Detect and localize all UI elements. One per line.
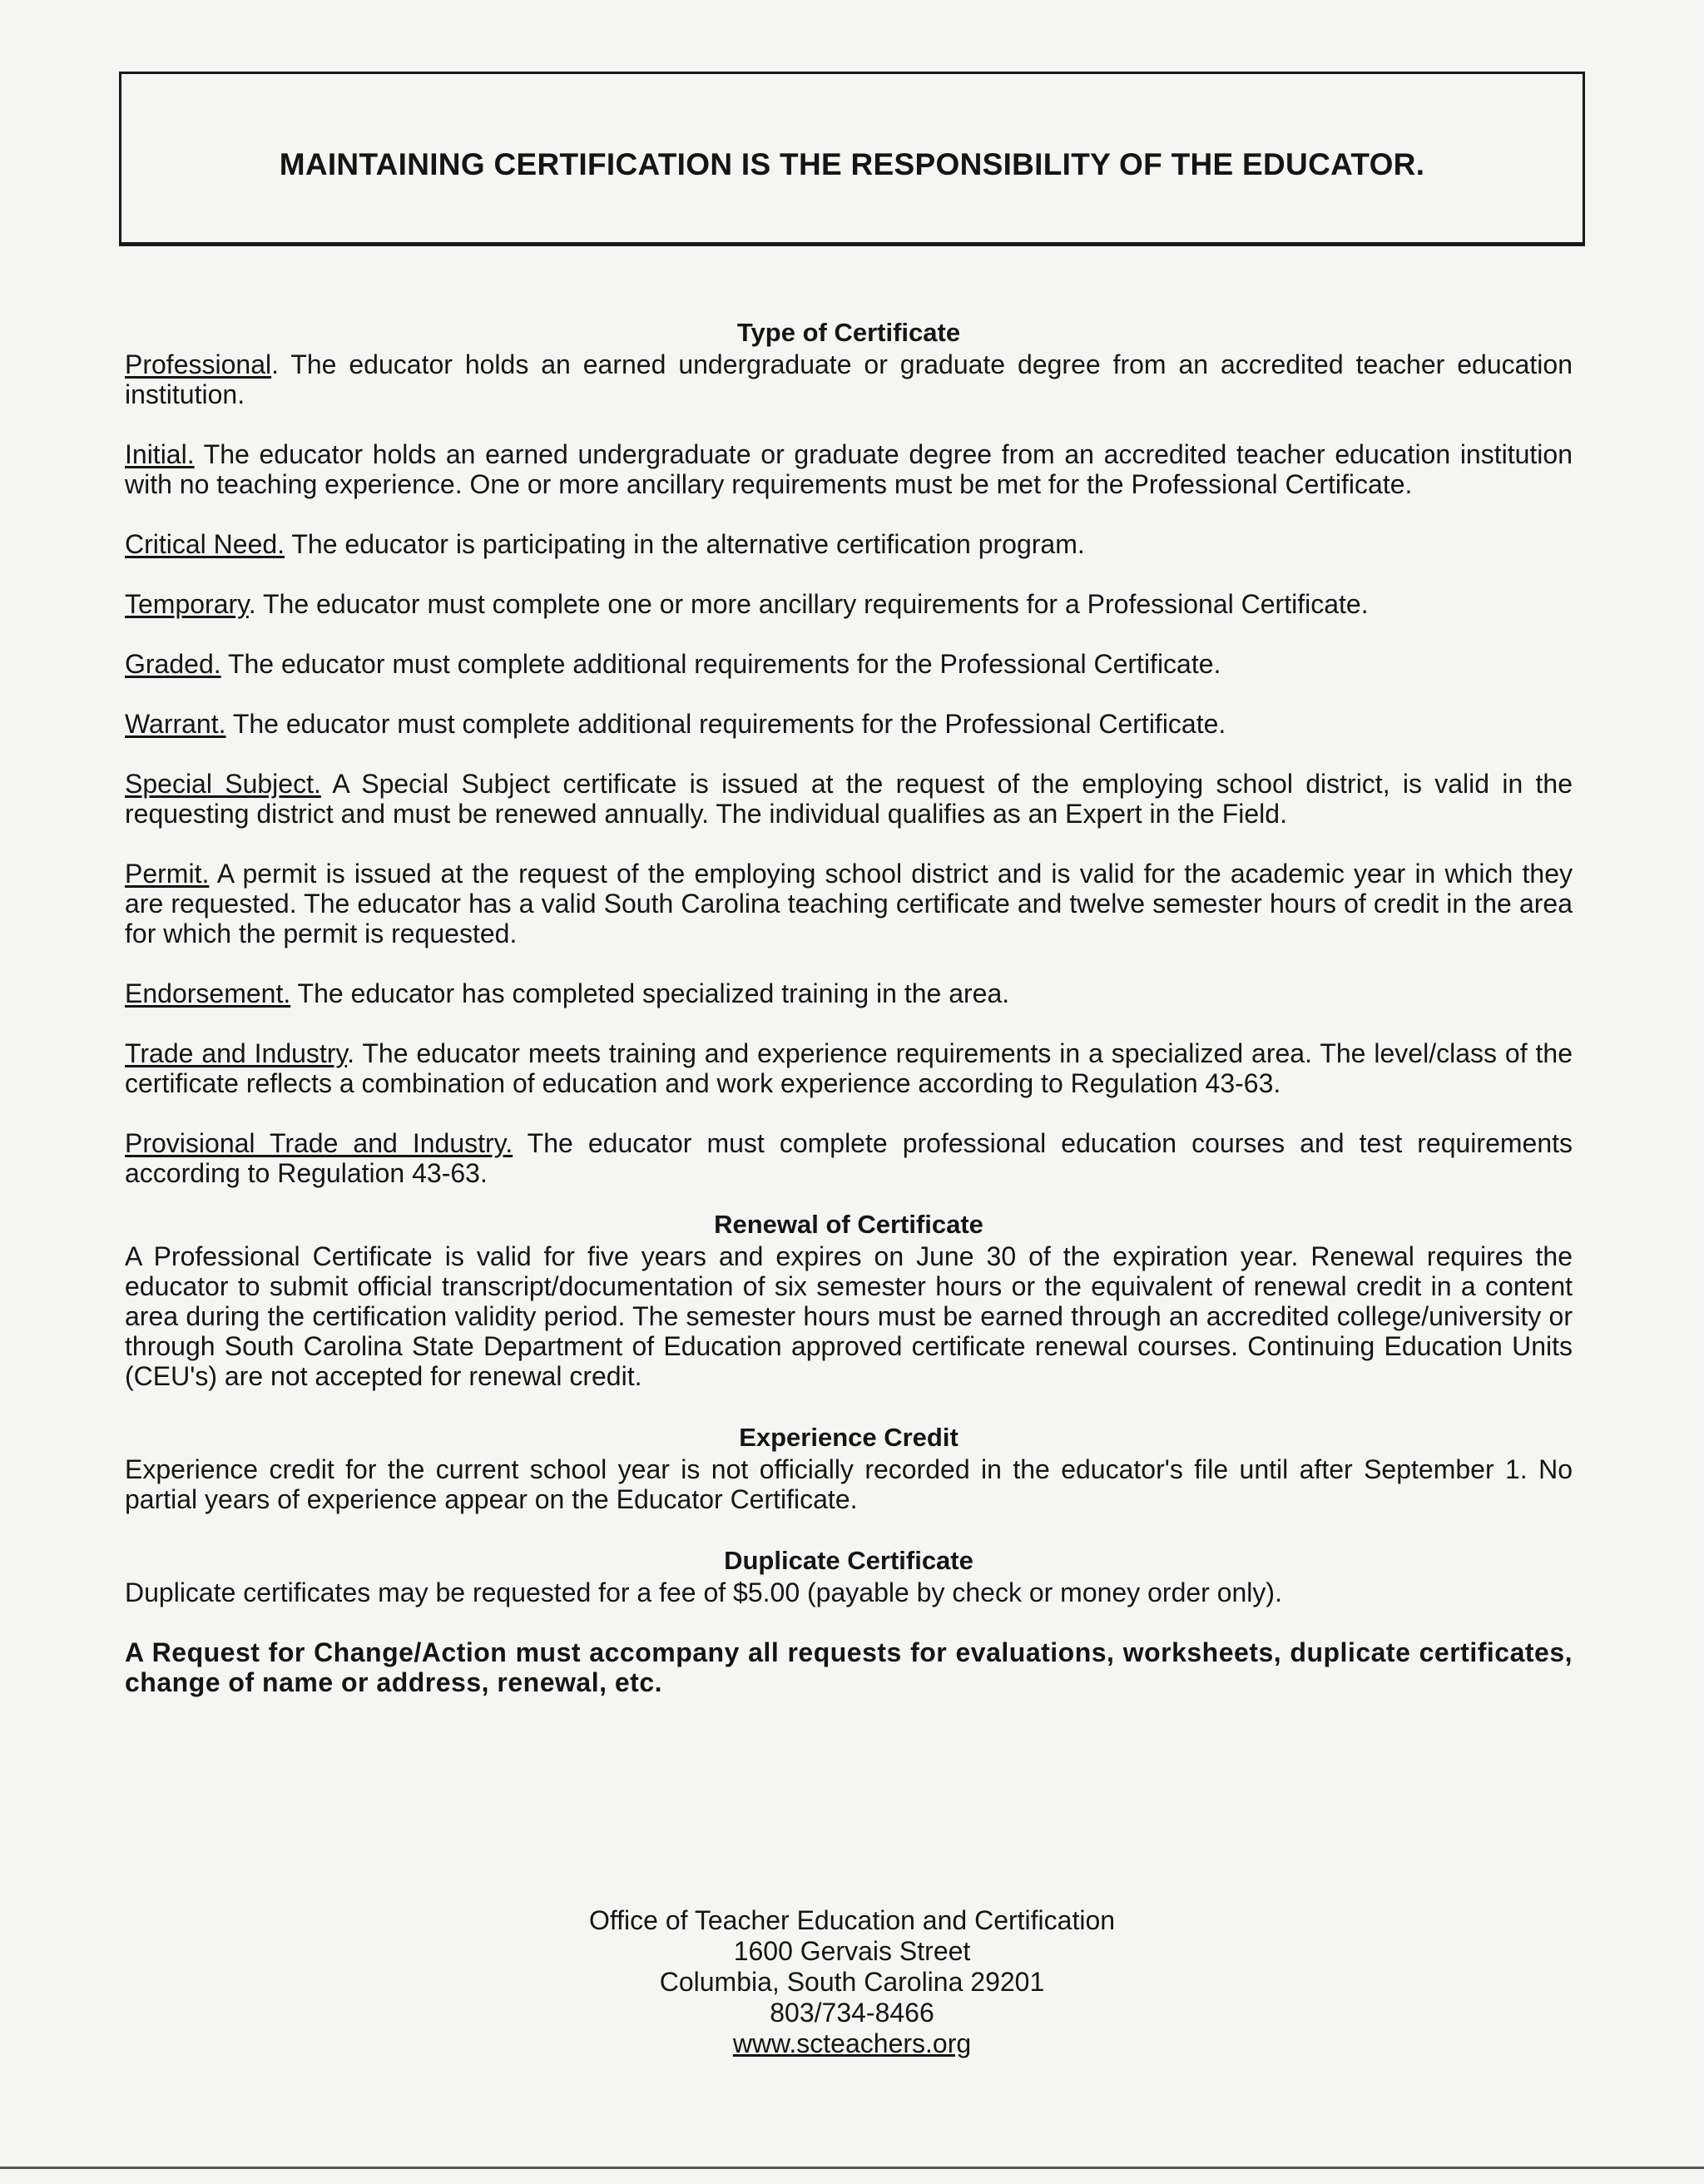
certificate-description: The educator is participating in the alternative certification program. <box>285 529 1085 559</box>
certificate-term: Permit. <box>125 859 210 889</box>
request-note: A Request for Change/Action must accompany all requests for evaluations, worksheets, duplicate certificates, change of name or address, renewal, etc. <box>125 1637 1573 1697</box>
duplicate-text: Duplicate certificates may be requested for a fee of $5.00 (payable by check or money order only). <box>125 1577 1282 1607</box>
office-address <box>0 1905 1704 2059</box>
notice-box <box>119 72 1585 246</box>
certificate-entry-graded <box>125 649 1573 679</box>
certificate-term: Warrant. <box>125 709 226 739</box>
certificate-entry-professional <box>125 349 1573 409</box>
type-of-certificate-heading: Type of Certificate <box>736 318 961 347</box>
certificate-term: Special Subject. <box>125 769 321 799</box>
certificate-punct: . <box>347 1038 354 1068</box>
certificate-term: Provisional Trade and Industry. <box>125 1128 513 1158</box>
document-body <box>125 316 1573 1697</box>
notice-text: MAINTAINING CERTIFICATION IS THE RESPONSIBILITY OF THE EDUCATOR. <box>279 147 1425 181</box>
bottom-rule <box>0 2167 1704 2169</box>
office-name: Office of Teacher Education and Certification <box>588 1905 1116 1935</box>
office-street: 1600 Gervais Street <box>733 1936 971 1966</box>
office-city: Columbia, South Carolina 29201 <box>659 1967 1045 1997</box>
certificate-term: Trade and Industry <box>125 1038 348 1068</box>
certificate-entry-initial <box>125 439 1573 499</box>
certificate-description: The educator must complete professional education courses and test requirements according to Regulation 43-63. <box>125 1128 1573 1188</box>
certificate-entry-provisional-trade <box>125 1128 1573 1188</box>
certificate-term: Professional <box>125 349 272 379</box>
certificate-entry-endorsement <box>125 978 1573 1008</box>
certificate-term: Critical Need. <box>125 529 285 559</box>
website-link[interactable]: www.scteachers.org <box>732 2028 972 2058</box>
certificate-entry-special-subject <box>125 769 1573 829</box>
certificate-entry-temporary <box>125 589 1573 619</box>
certificate-punct: . <box>271 349 279 379</box>
certificate-term: Graded. <box>125 649 221 679</box>
renewal-text: A Professional Certificate is valid for five years and expires on June 30 of the expiration year. Renewal requires the educator to submit official transcript/documentation of six semester hours or the equivalent of renewal credit in a content area during the certification validity period. The semester hours must be earned through an accredited college/university or through South Carolina State Department of Education approved certificate renewal courses. Continuing Education Units (CEU's) are not accepted for renewal credit. <box>125 1241 1573 1391</box>
office-phone: 803/734-8466 <box>770 1998 934 2028</box>
renewal-heading: Renewal of Certificate <box>714 1210 983 1239</box>
certificate-entry-warrant <box>125 709 1573 739</box>
certificate-description: The educator holds an earned undergraduate or graduate degree from an accredited teacher education institution. <box>125 349 1573 409</box>
certificate-description: A Special Subject certificate is issued at the request of the employing school district, is valid in the requesting district and must be renewed annually. The individual qualifies as an Expert in the Field. <box>125 769 1573 829</box>
certificate-description: The educator must complete additional requirements for the Professional Certificate. <box>225 709 1226 739</box>
certificate-entry-trade-and-industry <box>125 1038 1573 1098</box>
certificate-description: The educator meets training and experience requirements in a specialized area. The level/class of the certificate reflects a combination of education and work experience according to Regulation 43-63. <box>125 1038 1573 1098</box>
certificate-term: Endorsement. <box>125 978 291 1008</box>
certificate-entry-critical-need <box>125 529 1573 559</box>
certificate-term: Temporary <box>125 589 249 619</box>
certificate-punct: . <box>248 589 256 619</box>
certificate-term: Initial. <box>125 439 195 469</box>
certificate-entry-permit <box>125 859 1573 948</box>
certificate-description: A permit is issued at the request of the employing school district and is valid for the academic year in which they are requested. The educator has a valid South Carolina teaching certificate and twelve semester hours of credit in the area for which the permit is requested. <box>125 859 1573 948</box>
experience-text: Experience credit for the current school year is not officially recorded in the educator's file until after September 1. No partial years of experience appear on the Educator Certificate. <box>125 1454 1573 1514</box>
certificate-description: The educator holds an earned undergraduate or graduate degree from an accredited teacher education institution with no teaching experience. One or more ancillary requirements must be met for the Professional Certificate. <box>125 439 1573 499</box>
duplicate-heading: Duplicate Certificate <box>724 1546 973 1575</box>
experience-heading: Experience Credit <box>739 1423 958 1452</box>
certificate-description: The educator must complete one or more ancillary requirements for a Professional Certificate. <box>255 589 1369 619</box>
certificate-description: The educator has completed specialized training in the area. <box>290 978 1010 1008</box>
certificate-description: The educator must complete additional requirements for the Professional Certificate. <box>220 649 1221 679</box>
